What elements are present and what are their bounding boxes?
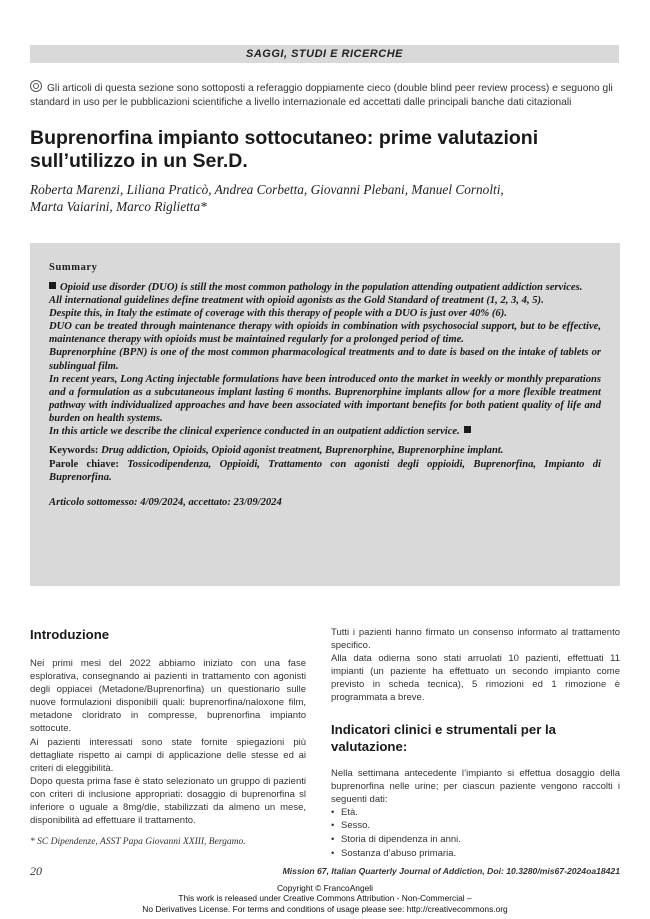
bullet-square-icon <box>49 282 56 289</box>
list-item: • Sostanza d’abuso primaria. <box>331 847 620 861</box>
intro-paragraph: Nei primi mesi del 2022 abbiamo iniziato con una fase esplorativa, consegnando ai pazienti in trattamento con agonisti degli oppiacei (Metadone/Buprenorfina) un questionario sulle nuove formulazioni disponibili quali: buprenorfina/naloxone film, metadone cloridrato in compresse, buprenorfina impianto sottocute. <box>30 658 306 735</box>
intro-paragraph: Ai pazienti interessati sono state fornite spiegazioni più dettagliate rispetto ai campi di applicazione delle stesse ed ai criteri di eleggibilità. <box>30 736 306 774</box>
submission-dates: Articolo sottomesso: 4/09/2024, accettato: 23/09/2024 <box>49 497 282 509</box>
copyright-line: Copyright © FrancoAngeli <box>276 883 373 893</box>
summary-paragraph: Opioid use disorder (DUO) is still the most common pathology in the population attending outpatient addiction services. <box>60 282 583 293</box>
license-line: No Derivatives License. For terms and conditions of usage please see: http://creativecommons.org <box>142 903 508 914</box>
authors-line-1: Roberta Marenzi, Liliana Praticò, Andrea Corbetta, Giovanni Plebani, Manuel Cornolti, <box>30 182 504 197</box>
parole-value: Tossicodipendenza, Oppioidi, Trattamento con agonisti degli oppioidi, Buprenorfina, Impianto di Buprenorfina. <box>49 458 601 483</box>
parole-label: Parole chiave: <box>49 458 119 470</box>
data-list <box>331 806 620 860</box>
peer-review-note <box>30 80 622 110</box>
license-line: This work is released under Creative Commons Attribution - Non-Commercial – <box>178 893 472 904</box>
summary-paragraph: In this article we describe the clinical experience conducted in an outpatient addiction service. <box>49 426 460 438</box>
title-line-2: sull’utilizzo in un Ser.D. <box>30 150 248 172</box>
authors <box>30 181 625 215</box>
list-item: • Sesso. <box>331 819 620 833</box>
summary-paragraph: In recent years, Long Acting injectable formulations have been introduced onto the market in weekly or monthly preparations and a formulation as a subcutaneous implant lasting 6 months. Buprenorphine implants allow for a more flexible treatment pathway with individualized approaches and have been associated with important benefits for both patient quality of life and burden on health systems. <box>49 373 601 424</box>
title-line-1: Buprenorfina impianto sottocutaneo: prime valutazioni <box>30 127 539 149</box>
journal-citation: Mission 67, Italian Quarterly Journal of Addiction, Doi: 10.3280/mis67-2024oa18421 <box>282 866 620 876</box>
list-item: • Età. <box>331 806 620 820</box>
keywords-value: Drug addiction, Opioids, Opioid agonist treatment, Buprenorphine, Buprenorphine implant. <box>101 445 504 457</box>
affiliation-footnote: * SC Dipendenze, ASST Papa Giovanni XXIII, Bergamo. <box>30 837 246 847</box>
summary-paragraph: Buprenorphine (BPN) is one of the most common pharmacological treatments and to date is based on the intake of tablets or sublingual film. <box>49 347 601 372</box>
article-title <box>30 127 625 173</box>
list-item: • Storia di dipendenza in anni. <box>331 833 620 847</box>
intro-column <box>30 626 306 827</box>
body-paragraph: Nella settimana antecedente l’impianto si effettua dosaggio della buprenorfina nelle urine; per ciascun paziente vengono raccolti i seguenti dati: <box>331 767 620 805</box>
summary-heading: Summary <box>49 262 98 273</box>
summary-paragraph: All international guidelines define treatment with opioid agonists as the Gold Standard of treatment (1, 2, 3, 4, 5). <box>49 295 544 307</box>
end-square-icon <box>464 426 471 433</box>
section-header-bar <box>30 45 619 63</box>
page-number: 20 <box>30 864 42 878</box>
keywords-label: Keywords: <box>49 445 99 457</box>
intro-paragraph: Dopo questa prima fase è stato selezionato un gruppo di pazienti con criteri di inclusione appropriati: dosaggio di buprenorfina sl inferiore o uguale a 8mg/die, stabilizzati da almeno un mese, disponibilità ad effettuare il trattamento. <box>30 775 306 827</box>
license-notice <box>0 883 650 914</box>
intro-heading: Introduzione <box>30 627 110 642</box>
body-paragraph: Tutti i pazienti hanno firmato un consenso informato al trattamento specifico. <box>331 627 620 652</box>
body-paragraph: Alla data odierna sono stati arruolati 10 pazienti, effettuati 11 impianti (un paziente ha effettuato un secondo impianto come previsto in scheda tecnica), 5 rimozioni ed 1 rimozione è programmata a breve. <box>331 653 620 704</box>
section-header: SAGGI, STUDI E RICERCHE <box>246 48 403 60</box>
indicators-heading: Indicatori clinici e strumentali per la valutazione: <box>331 721 556 754</box>
keywords <box>49 444 601 484</box>
peer-review-icon <box>30 80 42 92</box>
peer-review-text: Gli articoli di questa sezione sono sottoposti a referaggio doppiamente cieco (double blind peer review process) e seguono gli standard in uso per le pubblicazioni scientifiche a livello internazionale ed accettati dalle principali banche dati citazionali <box>30 83 613 108</box>
summary-box <box>30 243 620 586</box>
right-column <box>331 626 620 860</box>
summary-paragraph: DUO can be treated through maintenance therapy with opioids in combination with psychosocial support, but to be effective, maintenance therapy with opioids must be maintained regularly for a prolonged period of time. <box>49 321 601 346</box>
authors-line-2: Marta Vaiarini, Marco Riglietta* <box>30 199 207 214</box>
summary-paragraph: Despite this, in Italy the estimate of coverage with this therapy of people with a DUO is just over 40% (6). <box>49 308 507 320</box>
summary-body <box>49 281 601 438</box>
